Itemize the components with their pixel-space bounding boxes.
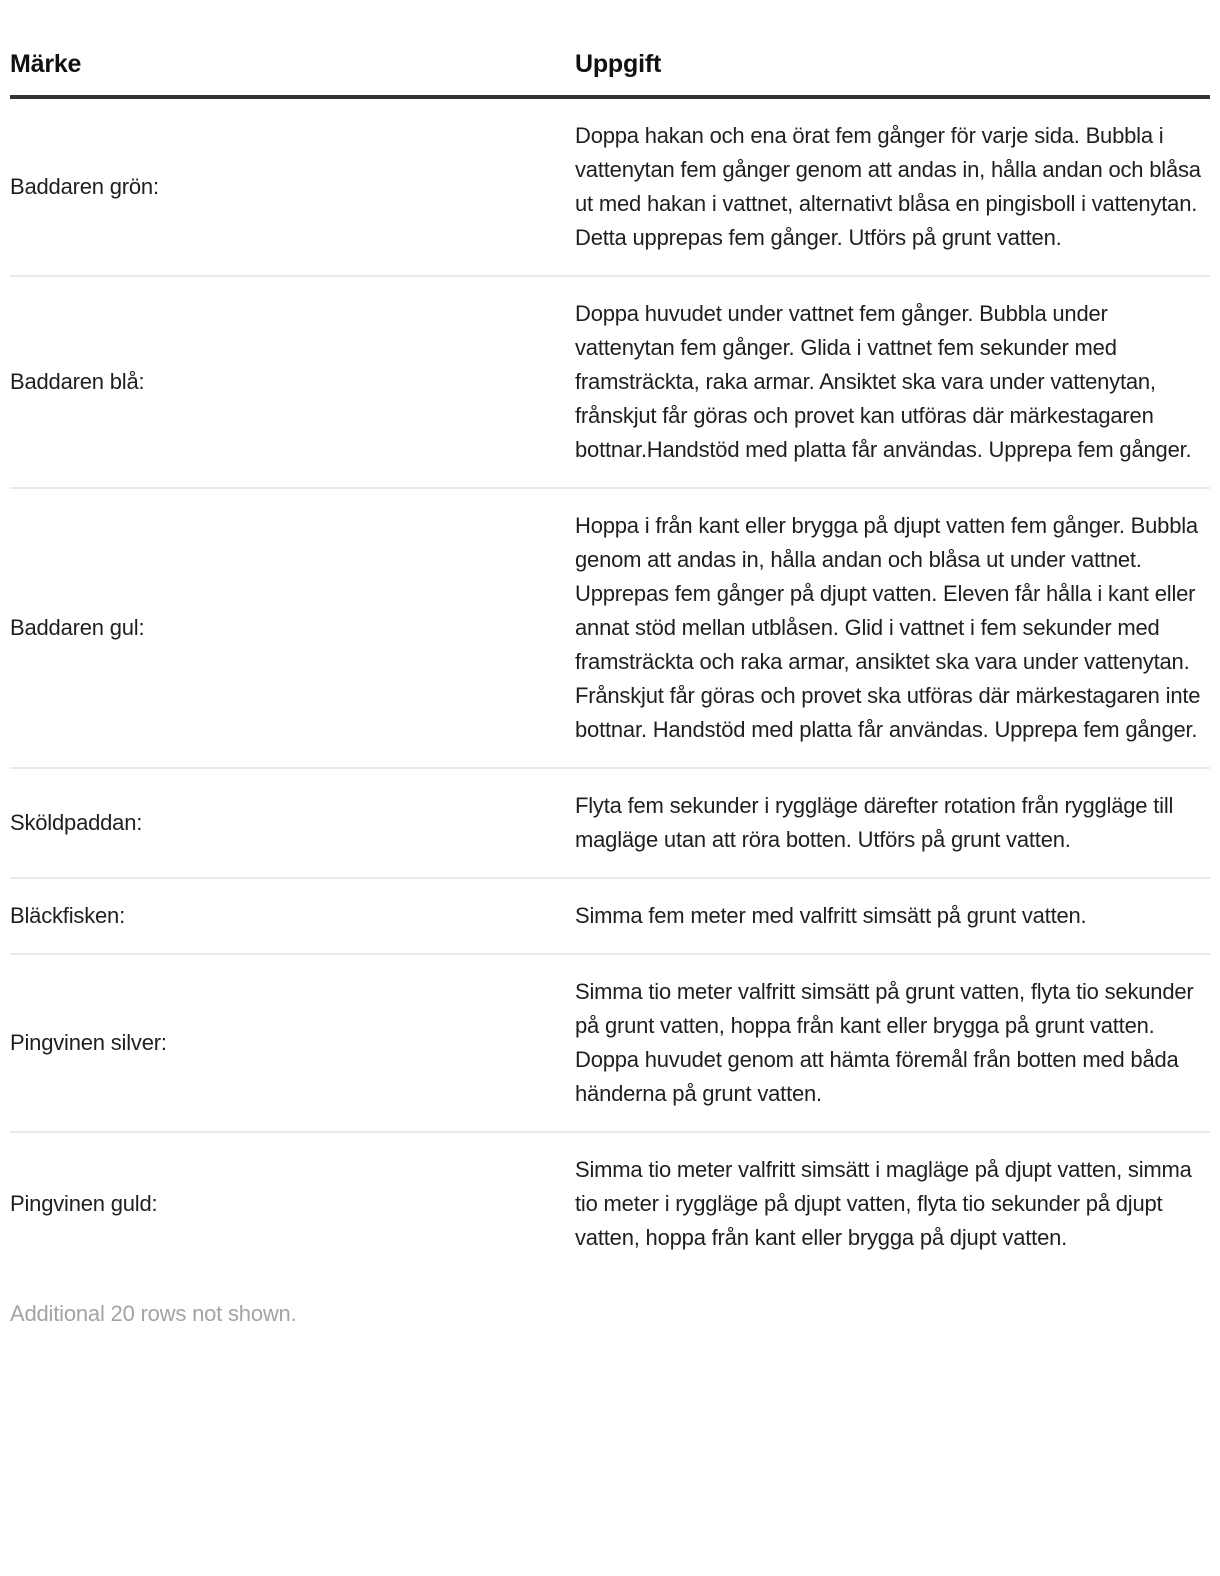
- table-row: [10, 955, 1210, 1133]
- badge-task-cell: Simma tio meter valfritt simsätt i magläge på djupt vatten, simma tio meter i ryggläge på djupt vatten, flyta tio sekunder på djupt vatten, hoppa från kant eller brygga på djupt vatten.: [575, 1157, 1192, 1250]
- table-body: [10, 99, 1210, 1275]
- badge-name-cell: Baddaren gul:: [10, 615, 145, 640]
- table-row: [10, 1133, 1210, 1275]
- badge-table: [10, 0, 1210, 1275]
- badge-task-cell: Hoppa i från kant eller brygga på djupt vatten fem gånger. Bubbla genom att andas in, hålla andan och blåsa ut under vattnet. Upprepas fem gånger på djupt vatten. Eleven får hålla i kant eller annat stöd mellan utblåsen. Glid i vattnet i fem sekunder med framsträckta och raka armar, ansiktet ska vara under vattenytan. Frånskjut får göras och provet ska utföras där märkestagaren inte bottnar. Handstöd med platta får användas. Upprepa fem gånger.: [575, 513, 1201, 742]
- column-header-marke: Märke: [10, 50, 82, 78]
- badge-task-cell: Flyta fem sekunder i ryggläge därefter rotation från ryggläge till magläge utan att röra botten. Utförs på grunt vatten.: [575, 793, 1174, 852]
- table-row: [10, 879, 1210, 955]
- table-row: [10, 277, 1210, 489]
- table-row: [10, 99, 1210, 277]
- badge-name-cell: Pingvinen silver:: [10, 1030, 167, 1055]
- badge-task-cell: Simma fem meter med valfritt simsätt på grunt vatten.: [575, 903, 1087, 928]
- badge-name-cell: Sköldpaddan:: [10, 810, 143, 835]
- table-row: [10, 769, 1210, 879]
- table-row: [10, 489, 1210, 769]
- additional-rows-note: Additional 20 rows not shown.: [10, 1301, 297, 1326]
- column-header-uppgift: Uppgift: [575, 50, 662, 78]
- table-header-row: [10, 0, 1210, 99]
- badge-name-cell: Baddaren blå:: [10, 369, 145, 394]
- badge-task-cell: Doppa hakan och ena örat fem gånger för varje sida. Bubbla i vattenytan fem gånger genom att andas in, hålla andan och blåsa ut med hakan i vattnet, alternativt blåsa en pingisboll i vattenytan. Detta upprepas fem gånger. Utförs på grunt vatten.: [575, 123, 1201, 250]
- badge-task-cell: Doppa huvudet under vattnet fem gånger. Bubbla under vattenytan fem gånger. Glida i vattnet fem sekunder med framsträckta, raka armar. Ansiktet ska vara under vattenytan, frånskjut får göras och provet kan utföras där märkestagaren bottnar.Handstöd med platta får användas. Upprepa fem gånger.: [575, 301, 1192, 462]
- badge-name-cell: Bläckfisken:: [10, 903, 125, 928]
- badge-task-cell: Simma tio meter valfritt simsätt på grunt vatten, flyta tio sekunder på grunt vatten, hoppa från kant eller brygga på grunt vatten. Doppa huvudet genom att hämta föremål från botten med båda händerna på grunt vatten.: [575, 979, 1194, 1106]
- badge-name-cell: Pingvinen guld:: [10, 1191, 158, 1216]
- badge-name-cell: Baddaren grön:: [10, 174, 159, 199]
